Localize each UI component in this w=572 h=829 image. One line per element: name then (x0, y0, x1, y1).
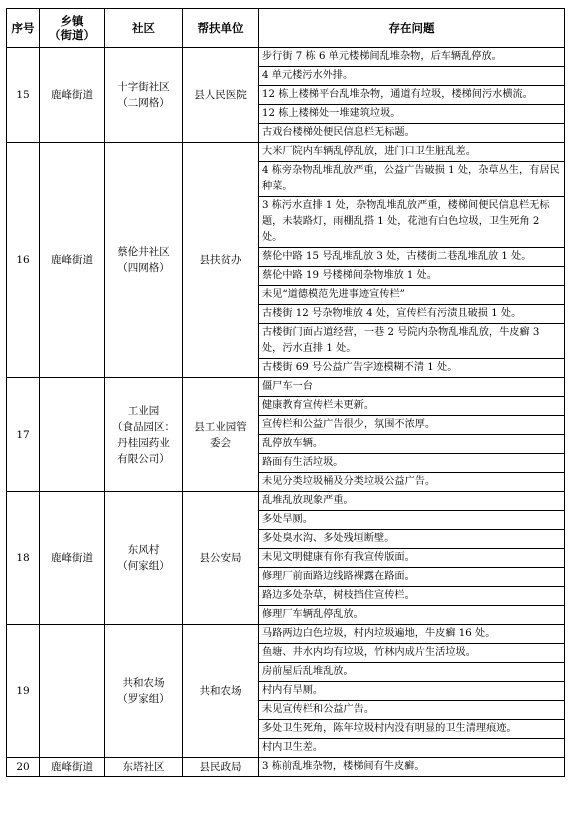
problem-cell: 12 栋上楼梯平台乱堆杂物，通道有垃圾，楼梯间污水横流。 (259, 86, 565, 105)
table-row (7, 48, 565, 67)
header-row (7, 9, 565, 48)
row-number: 19 (7, 625, 40, 758)
community-line: 蔡伦井社区 (117, 246, 170, 258)
row-number: 17 (7, 378, 40, 492)
community-line: 十字街社区 (117, 81, 170, 93)
problem-cell: 4 栋旁杂物乱堆乱放严重，公益广告破损 1 处，杂草丛生，有居民种菜。 (259, 162, 565, 197)
problem-cell: 路边多处杂草，树枝挡住宣传栏。 (259, 587, 565, 606)
unit-line: 委会 (210, 436, 231, 449)
community-cell (105, 625, 183, 758)
problem-cell: 健康教育宣传栏未更新。 (259, 397, 565, 416)
problems-table (6, 8, 565, 777)
row-number: 20 (7, 758, 40, 777)
row-number: 16 (7, 143, 40, 378)
problem-cell: 马路两边白色垃圾，村内垃圾遍地，牛皮癣 16 处。 (259, 625, 565, 644)
community-line: 东风村 (127, 544, 160, 556)
town-cell (40, 378, 105, 492)
community-line: （二网格） (117, 97, 170, 109)
town-cell: 鹿峰街道 (40, 48, 105, 143)
problem-cell: 古楼街门面占道经营，一巷 2 号院内杂物乱堆乱放，牛皮癣 3 处，污水直排 1 处。 (259, 324, 565, 359)
table-row (7, 758, 565, 777)
community-cell (105, 143, 183, 378)
problem-cell: 僵尸车一台 (259, 378, 565, 397)
unit-cell (183, 48, 259, 143)
problem-cell: 多处臭水沟、多处残垣断壁。 (259, 530, 565, 549)
community-line: （四网格） (117, 262, 170, 274)
community-line: 东塔社区 (122, 761, 165, 773)
table-row (7, 143, 565, 162)
problem-cell: 修理厂前面路边线路裸露在路面。 (259, 568, 565, 587)
header-community: 社区 (105, 9, 183, 48)
header-town (40, 9, 105, 48)
table-row (7, 378, 565, 397)
problem-cell: 路面有生活垃圾。 (259, 454, 565, 473)
document-page (6, 8, 564, 777)
problem-cell: 未见文明健康有你有我宣传版面。 (259, 549, 565, 568)
problem-cell: 3 栋前乱堆杂物，楼梯间有牛皮癣。 (259, 758, 565, 777)
problem-cell: 多处卫生死角，陈年垃圾村内没有明显的卫生清理痕迹。 (259, 720, 565, 739)
header-unit: 帮扶单位 (183, 9, 259, 48)
community-line: 工业园 (127, 404, 160, 417)
town-cell: 鹿峰街道 (40, 492, 105, 625)
unit-cell (183, 143, 259, 378)
problem-cell: 古楼街 69 号公益广告字迹模糊不清 1 处。 (259, 359, 565, 378)
problem-cell: 多处旱厕。 (259, 511, 565, 530)
header-town-line2: （街道） (49, 28, 95, 42)
town-cell: 鹿峰街道 (40, 758, 105, 777)
community-line: （何家组） (117, 560, 170, 572)
table-body (7, 48, 565, 777)
town-cell (40, 625, 105, 758)
header-problems: 存在问题 (259, 9, 565, 48)
problem-cell: 大米厂院内车辆乱停乱放，进门口卫生脏乱差。 (259, 143, 565, 162)
unit-line: 县人民医院 (194, 89, 247, 101)
problem-cell: 鱼塘、井水内均有垃圾，竹林内成片生活垃圾。 (259, 644, 565, 663)
problem-cell: 村内卫生差。 (259, 739, 565, 758)
problem-cell: 乱停放车辆。 (259, 435, 565, 454)
table-row (7, 625, 565, 644)
unit-cell (183, 378, 259, 492)
table-row (7, 492, 565, 511)
town-cell: 鹿峰街道 (40, 143, 105, 378)
unit-cell (183, 625, 259, 758)
problem-cell: 4 单元楼污水外排。 (259, 67, 565, 86)
problem-cell: 12 栋上楼梯处一堆建筑垃圾。 (259, 105, 565, 124)
community-line: 有限公司） (117, 452, 170, 465)
problem-cell: 古楼街 12 号杂物堆放 4 处，宣传栏有污渍且破损 1 处。 (259, 305, 565, 324)
problem-cell: 未见宣传栏和公益广告。 (259, 701, 565, 720)
header-town-line1: 乡镇 (60, 14, 84, 28)
unit-cell (183, 492, 259, 625)
problem-cell: 宣传栏和公益广告很少，氛围不浓厚。 (259, 416, 565, 435)
unit-cell (183, 758, 259, 777)
row-number: 18 (7, 492, 40, 625)
community-line: 丹桂园药业 (117, 436, 170, 449)
problem-cell: 村内有旱厕。 (259, 682, 565, 701)
problem-cell: 古戏台楼梯处便民信息栏无标题。 (259, 124, 565, 143)
unit-line: 县工业园管 (194, 420, 247, 433)
problem-cell: 3 栋污水直排 1 处，杂物乱堆乱放严重，楼梯间便民信息栏无标题，未装路灯，雨棚乱搭 1 处，花池有白色垃圾，卫生死角 2 处。 (259, 197, 565, 248)
problem-cell: 未见分类垃圾桶及分类垃圾公益广告。 (259, 473, 565, 492)
unit-line: 共和农场 (199, 685, 242, 697)
community-cell (105, 48, 183, 143)
community-cell (105, 758, 183, 777)
problem-cell: 未见“道德模范先进事迹宣传栏” (259, 286, 565, 305)
community-line: 共和农场 (122, 677, 165, 689)
problem-cell: 蔡伦中路 15 号乱堆乱放 3 处，古楼街二巷乱堆乱放 1 处。 (259, 248, 565, 267)
community-cell (105, 492, 183, 625)
unit-line: 县扶贫办 (199, 254, 242, 266)
problem-cell: 步行街 7 栋 6 单元楼梯间乱堆杂物，后车辆乱停放。 (259, 48, 565, 67)
community-line: （食品园区： (112, 420, 175, 433)
row-number: 15 (7, 48, 40, 143)
problem-cell: 房前屋后乱堆乱放。 (259, 663, 565, 682)
problem-cell: 修理厂车辆乱停乱放。 (259, 606, 565, 625)
community-cell (105, 378, 183, 492)
problem-cell: 乱堆乱放现象严重。 (259, 492, 565, 511)
problem-cell: 蔡伦中路 19 号楼梯间杂物堆放 1 处。 (259, 267, 565, 286)
unit-line: 县公安局 (199, 552, 242, 564)
unit-line: 县民政局 (199, 761, 242, 773)
header-no: 序号 (7, 9, 40, 48)
community-line: （罗家组） (117, 693, 170, 705)
